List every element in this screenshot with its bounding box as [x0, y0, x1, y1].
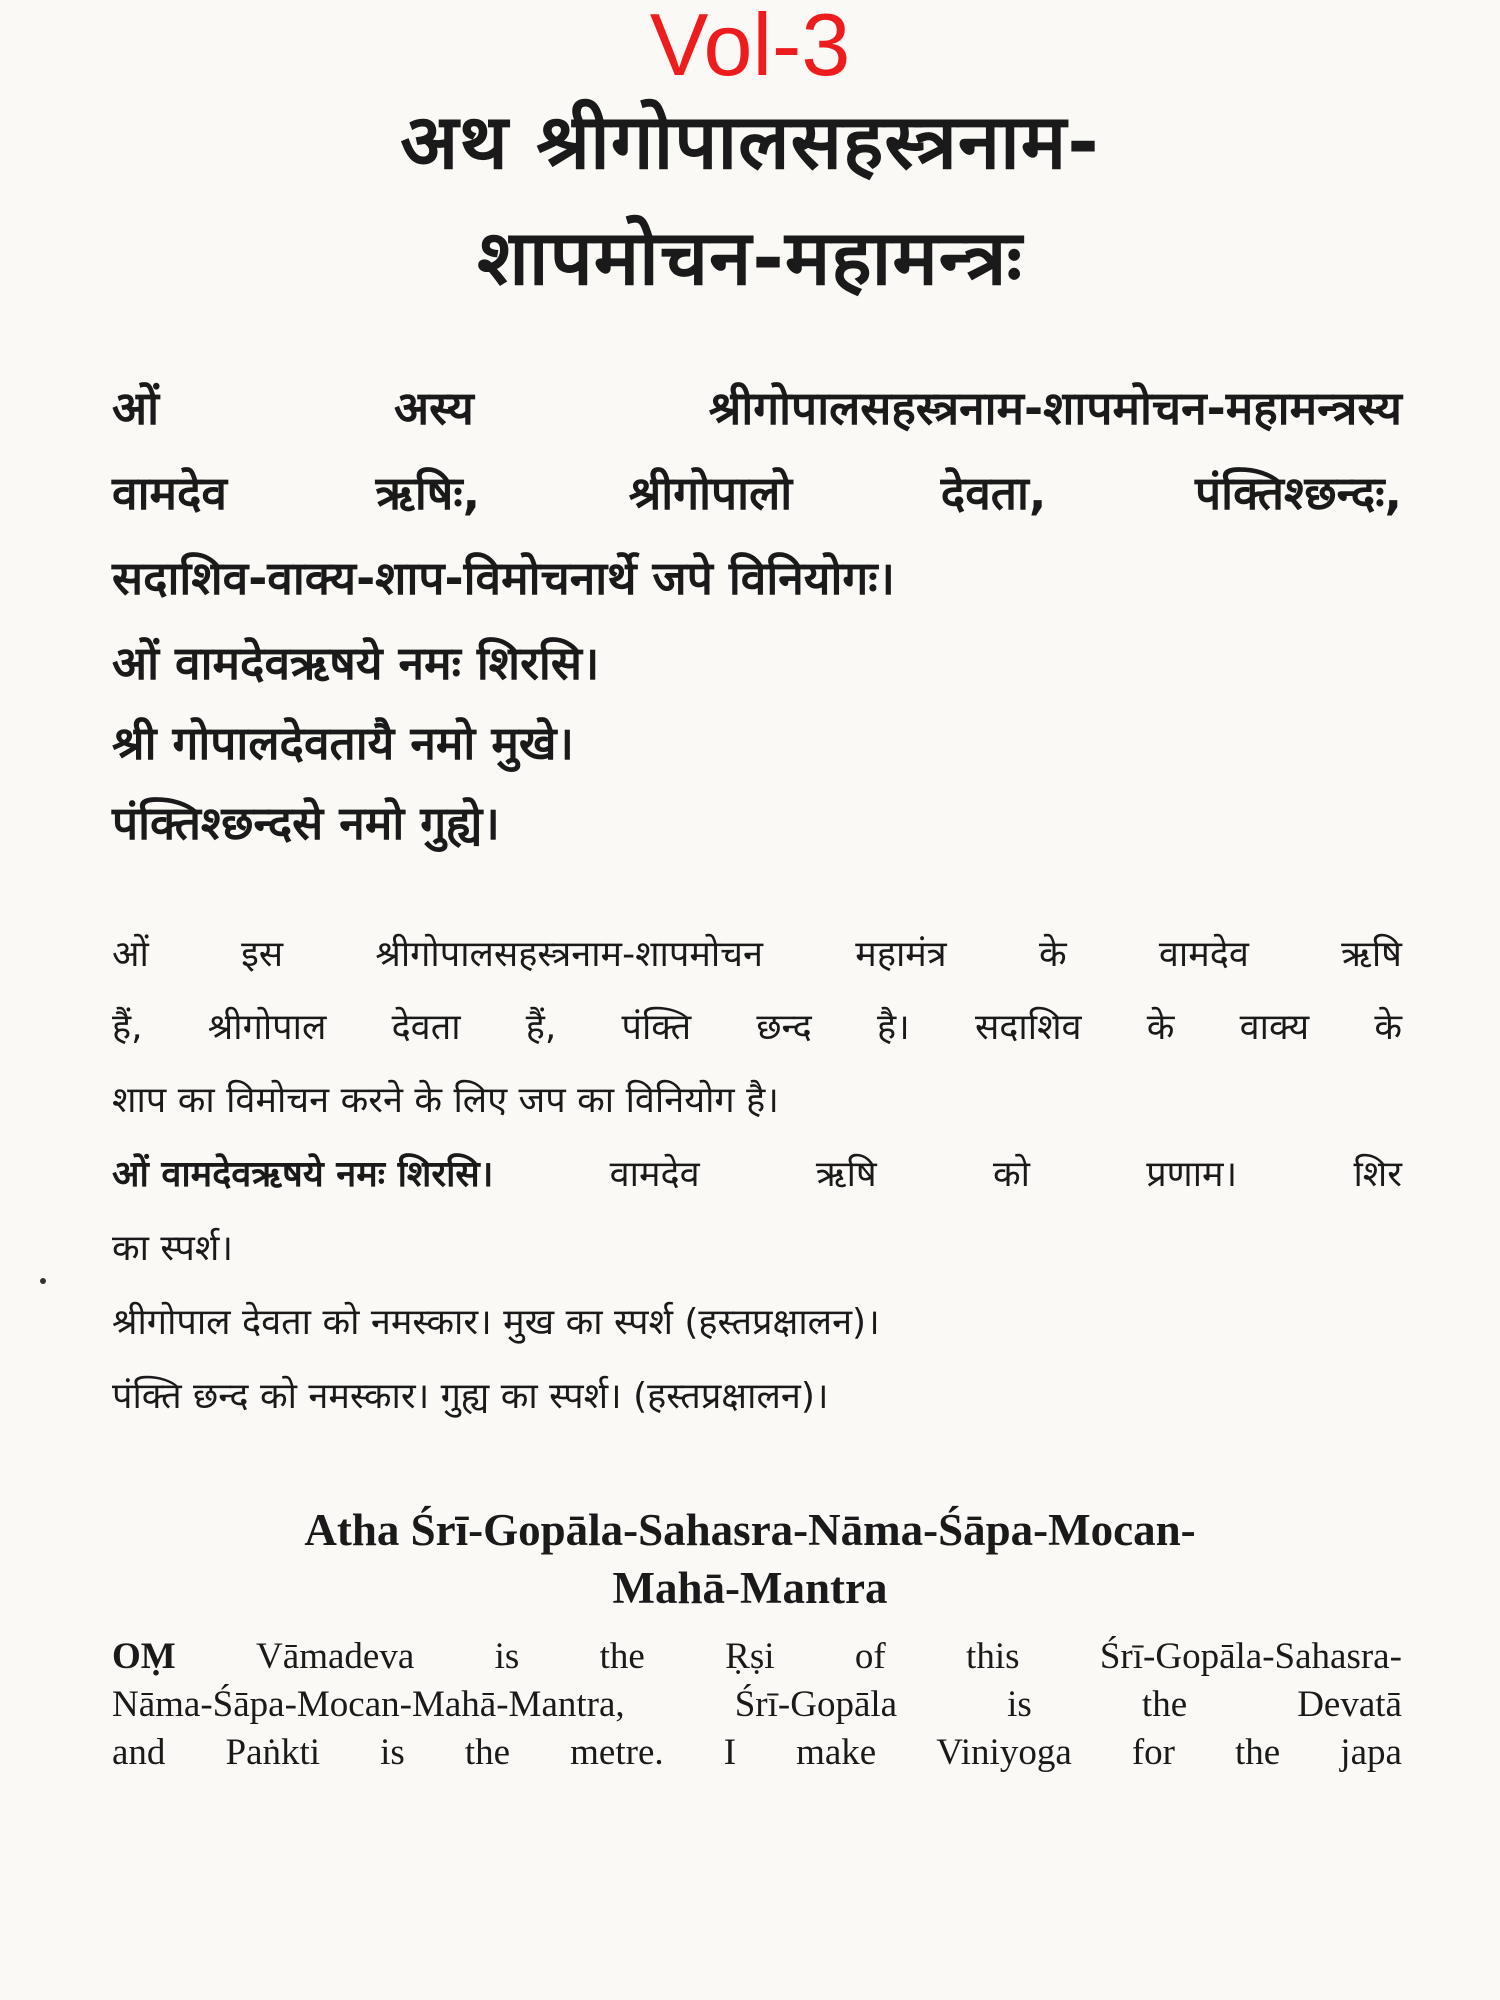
hindi-line-7: पंक्ति छन्द को नमस्कार। गुह्य का स्पर्श। (हस्तप्रक्षालन)। [112, 1376, 829, 1417]
hindi-line-4 [112, 1150, 1402, 1200]
english-title-line-2: Mahā-Mantra [612, 1563, 888, 1613]
word: ऋषि [815, 1154, 877, 1195]
sanskrit-line-2 [112, 463, 1402, 523]
word: श्रीगोपालसहस्त्रनाम-शापमोचन [375, 934, 764, 975]
word: I [723, 1732, 737, 1773]
word: Ṛṣi [725, 1636, 775, 1677]
word: वामदेव [112, 466, 227, 520]
word: for [1131, 1732, 1175, 1773]
word: श्रीगोपालो [628, 466, 793, 520]
word: the [599, 1636, 645, 1677]
word: को [992, 1154, 1030, 1195]
word: Viniyoga [936, 1732, 1072, 1773]
word: Vāmadeva [256, 1636, 415, 1677]
word: पंक्तिश्छन्दः, [1195, 466, 1402, 520]
word: ओं [112, 381, 160, 435]
word: हैं, [525, 1007, 557, 1048]
word: metre. [570, 1732, 664, 1773]
word: शिर [1353, 1154, 1402, 1195]
sanskrit-line-3: सदाशिव-वाक्य-शाप-विमोचनार्थे जपे विनियोगः। [112, 551, 895, 605]
word: Paṅkti [225, 1732, 321, 1773]
word: श्रीगोपालसहस्त्रनाम-शापमोचन-महामन्त्रस्य [708, 381, 1402, 435]
word: Devatā [1297, 1684, 1402, 1725]
sanskrit-line-1 [112, 378, 1402, 438]
word: of [854, 1636, 886, 1677]
word: के [1374, 1007, 1402, 1048]
word: Nāma-Śāpa-Mocan-Mahā-Mantra, [112, 1684, 625, 1725]
hindi-line-5: का स्पर्श। [112, 1228, 233, 1269]
sanskrit-line-6: पंक्तिश्छन्दसे नमो गुह्ये। [112, 796, 500, 850]
word: ऋषि [1341, 934, 1402, 975]
word: ऋषिः, [375, 466, 481, 520]
word: is [494, 1636, 520, 1677]
word: देवता, [940, 466, 1047, 520]
english-line-1 [112, 1633, 1402, 1681]
word: वाक्य [1239, 1007, 1310, 1048]
word: अस्य [394, 381, 474, 435]
hindi-line-1 [112, 930, 1402, 980]
word: हैं, [112, 1007, 143, 1048]
word: सदाशिव [974, 1007, 1082, 1048]
bold-phrase: ओं वामदेवऋषये नमः शिरसि। [112, 1154, 494, 1195]
word: छन्द [756, 1007, 812, 1048]
hindi-line-6: श्रीगोपाल देवता को नमस्कार। मुख का स्पर्श (हस्तप्रक्षालन)। [112, 1302, 880, 1343]
word: Śrī-Gopāla-Sahasra- [1099, 1636, 1402, 1677]
hindi-line-3: शाप का विमोचन करने के लिए जप का विनियोग है। [112, 1080, 779, 1121]
om-word: OṂ [112, 1636, 176, 1677]
word: is [380, 1732, 405, 1773]
word: इस [241, 934, 284, 975]
word: the [464, 1732, 511, 1773]
word: वामदेव [1158, 934, 1249, 975]
word: के [1146, 1007, 1175, 1048]
word: प्रणाम। [1146, 1154, 1238, 1195]
word: japa [1340, 1732, 1402, 1773]
word: पंक्ति [621, 1007, 692, 1048]
page-title-line-1: अथ श्रीगोपालसहस्त्रनाम- [400, 97, 1100, 186]
word: make [796, 1732, 877, 1773]
word: the [1141, 1684, 1188, 1725]
word: is [1007, 1684, 1032, 1725]
word: ओं [112, 934, 149, 975]
english-line-2 [112, 1681, 1402, 1729]
speck-mark [40, 1278, 46, 1284]
word: के [1038, 934, 1067, 975]
word: Śrī-Gopāla [734, 1684, 898, 1725]
english-line-3 [112, 1729, 1402, 1777]
sanskrit-line-5: श्री गोपालदेवतायै नमो मुखे। [112, 716, 574, 770]
hindi-line-2 [112, 1003, 1402, 1053]
word: and [112, 1732, 166, 1773]
word: वामदेव [609, 1154, 700, 1195]
word: देवता [391, 1007, 461, 1048]
word: महामंत्र [855, 934, 947, 975]
word: the [1235, 1732, 1281, 1773]
english-title-line-1: Atha Śrī-Gopāla-Sahasra-Nāma-Śāpa-Mocan- [304, 1505, 1196, 1555]
word: श्रीगोपाल [207, 1007, 327, 1048]
volume-label: Vol-3 [649, 0, 851, 94]
word: है। [877, 1007, 910, 1048]
sanskrit-line-4: ओं वामदेवऋषये नमः शिरसि। [112, 636, 600, 690]
word: this [966, 1636, 1020, 1677]
page-title-line-2: शापमोचन-महामन्त्रः [477, 213, 1023, 302]
